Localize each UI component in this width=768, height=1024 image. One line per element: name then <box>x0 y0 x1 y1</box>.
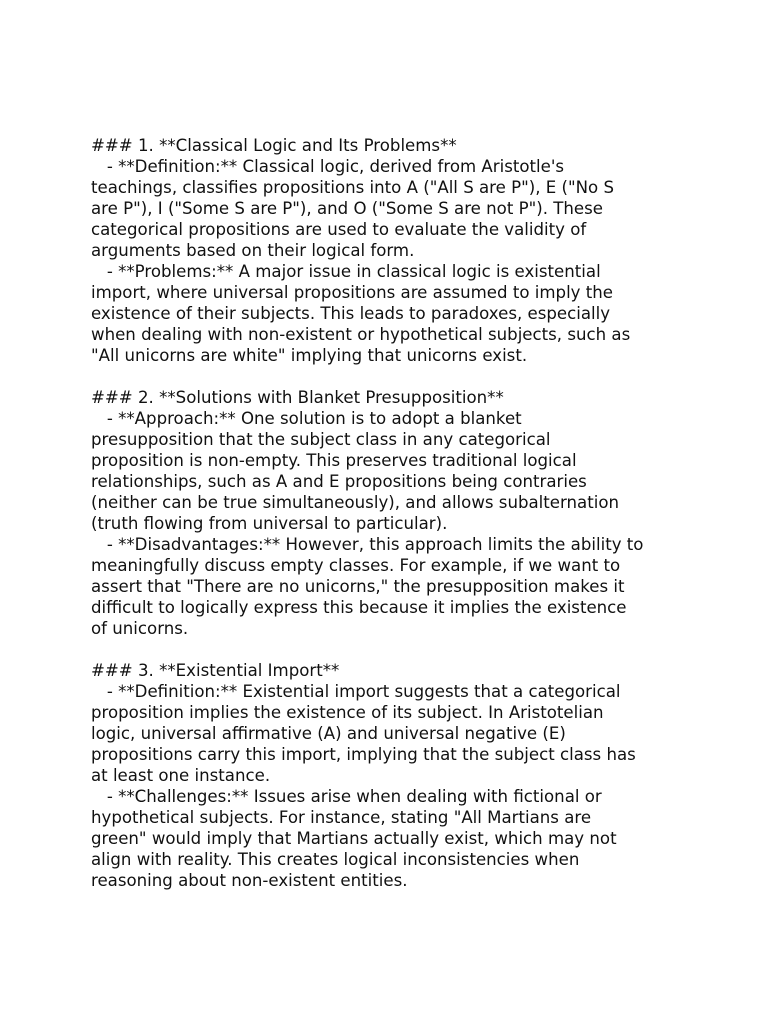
section-3-line: proposition implies the existence of its subject. In Aristotelian <box>91 703 604 722</box>
section-1-line: arguments based on their logical form. <box>91 241 415 260</box>
section-2-line: - **Disadvantages:** However, this approach limits the ability to <box>91 535 644 554</box>
section-3-line: propositions carry this import, implying that the subject class has <box>91 745 636 764</box>
section-3-line: logic, universal affirmative (A) and universal negative (E) <box>91 724 566 743</box>
section-2-line: meaningfully discuss empty classes. For example, if we want to <box>91 556 621 575</box>
section-2-line: assert that "There are no unicorns," the presupposition makes it <box>91 577 625 596</box>
section-1-line: existence of their subjects. This leads to paradoxes, especially <box>91 304 611 323</box>
section-3-line: - **Definition:** Existential import suggests that a categorical <box>91 682 621 701</box>
section-2-line: difficult to logically express this because it implies the existence <box>91 598 627 617</box>
section-1-line: "All unicorns are white" implying that unicorns exist. <box>91 346 528 365</box>
section-1-heading: ### 1. **Classical Logic and Its Problems** <box>91 136 457 155</box>
section-2-line: relationships, such as A and E propositions being contraries <box>91 472 587 491</box>
section-3-line: green" would imply that Martians actually exist, which may not <box>91 829 617 848</box>
section-3-line: reasoning about non-existent entities. <box>91 871 408 890</box>
section-1-line: teachings, classifies propositions into A ("All S are P"), E ("No S <box>91 178 615 197</box>
section-2-line: proposition is non-empty. This preserves traditional logical <box>91 451 577 470</box>
section-1-line: - **Definition:** Classical logic, derived from Aristotle's <box>91 157 565 176</box>
section-3-heading: ### 3. **Existential Import** <box>91 661 340 680</box>
section-2-line: of unicorns. <box>91 619 189 638</box>
paragraph-spacer <box>91 639 691 660</box>
section-3-line: align with reality. This creates logical inconsistencies when <box>91 850 580 869</box>
section-2-heading: ### 2. **Solutions with Blanket Presupposition** <box>91 388 504 407</box>
document-body <box>91 135 691 891</box>
section-3-line: hypothetical subjects. For instance, stating "All Martians are <box>91 808 592 827</box>
paragraph-spacer <box>91 366 691 387</box>
section-1-line: import, where universal propositions are assumed to imply the <box>91 283 614 302</box>
section-1-line: categorical propositions are used to evaluate the validity of <box>91 220 587 239</box>
section-2-line: - **Approach:** One solution is to adopt a blanket <box>91 409 522 428</box>
section-2-line: (truth flowing from universal to particular). <box>91 514 448 533</box>
section-1-line: when dealing with non-existent or hypothetical subjects, such as <box>91 325 631 344</box>
section-2-line: presupposition that the subject class in any categorical <box>91 430 551 449</box>
section-2-line: (neither can be true simultaneously), and allows subalternation <box>91 493 620 512</box>
section-1-line: - **Problems:** A major issue in classical logic is existential <box>91 262 601 281</box>
section-1-line: are P"), I ("Some S are P"), and O ("Some S are not P"). These <box>91 199 603 218</box>
section-3-line: - **Challenges:** Issues arise when dealing with fictional or <box>91 787 602 806</box>
section-3-line: at least one instance. <box>91 766 271 785</box>
